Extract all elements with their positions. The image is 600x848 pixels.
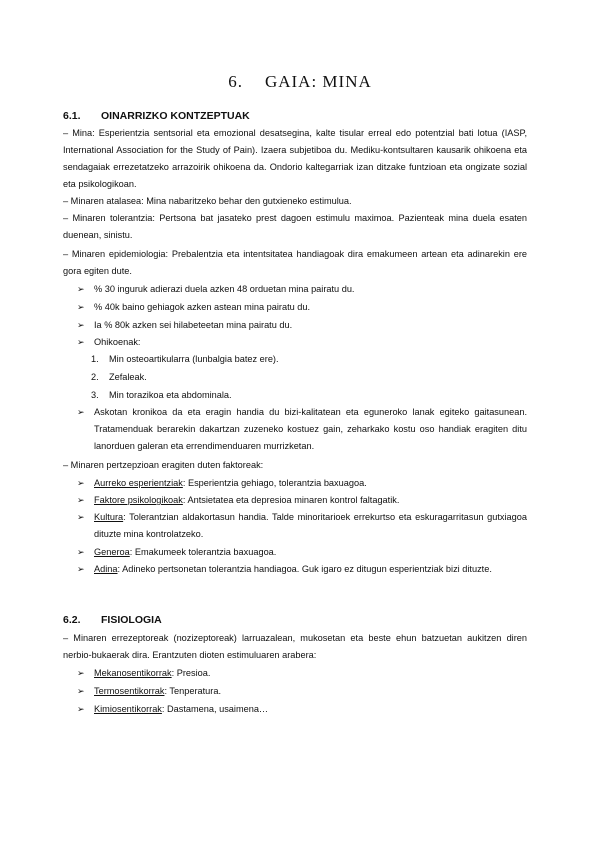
term-text: : Esperientzia gehiago, tolerantzia baxuagoa. bbox=[182, 478, 367, 488]
term-text: : Dastamena, usaimena… bbox=[161, 704, 269, 714]
arrow-bullet-icon: ➢ bbox=[77, 564, 85, 574]
arrow-bullet-icon: ➢ bbox=[77, 302, 85, 312]
list-item bbox=[77, 509, 93, 526]
chapter-title bbox=[0, 72, 600, 92]
list-item bbox=[77, 334, 93, 351]
item-number: 3. bbox=[91, 390, 99, 400]
list-item bbox=[77, 281, 93, 298]
numbered-item bbox=[91, 351, 279, 368]
list-item-text: Ia % 80k azken sei hilabeteetan mina pairatu du. bbox=[94, 320, 293, 330]
section-heading-6-1 bbox=[63, 110, 250, 122]
item-number: 1. bbox=[91, 354, 99, 364]
list-item-text bbox=[94, 509, 527, 543]
paragraph-atalasea: – Minaren atalasea: Mina nabaritzeko behar den gutxieneko estimulua. bbox=[63, 196, 352, 206]
term-label: Mekanosentikorrak bbox=[94, 668, 172, 678]
arrow-bullet-icon: ➢ bbox=[77, 337, 85, 347]
term-label: Faktore psikologikoak bbox=[94, 495, 183, 505]
section-number: 6.1. bbox=[63, 110, 81, 122]
paragraph-epidemiologia: – Minaren epidemiologia: Prebalentzia eta intentsitatea handiagoak dira emakumeen artean eta adinarekin ere gora egiten dute. bbox=[63, 249, 527, 276]
list-item bbox=[77, 683, 93, 700]
term-text: : Tolerantzian aldakortasun handia. Talde minoritarioek errekurtso eta eskuragarritasun gutxiagoa dituzte mina kontrolatzeko. bbox=[94, 512, 527, 539]
paragraph-tolerantzia: – Minaren tolerantzia: Pertsona bat jasateko prest dagoen estimulu maximoa. Pazienteak mina duela esaten duenean, sinistu. bbox=[63, 213, 527, 240]
list-item-text bbox=[94, 665, 527, 682]
list-item-text bbox=[94, 544, 527, 561]
paragraph-fisiologia: – Minaren errezeptoreak (nozizeptoreak) larruazalean, mukosetan eta beste ehun batzuetan aukitzen diren nerbio-bukaerak dira. Erantzuten dioten estimuluaren arabera: bbox=[63, 633, 527, 660]
list-item-text bbox=[94, 475, 527, 492]
list-item-text: Ohikoenak: bbox=[94, 337, 141, 347]
list-item-text bbox=[94, 683, 527, 700]
arrow-bullet-icon: ➢ bbox=[77, 495, 85, 505]
chapter-number: 6. bbox=[228, 72, 243, 91]
term-label: Generoa bbox=[94, 547, 130, 557]
section-title: OINARRIZKO KONTZEPTUAK bbox=[101, 110, 250, 122]
paragraph-mina: – Mina: Esperientzia sentsorial eta emozional desatsegina, kalte tisular erreal edo potentzial bati lotua (IASP, International Association for the Study of Pain). Izaera subjetiboa du. Mediku-kontsultaren kausarik ohikoena eta sendagaiak errezetatzeko arrazoirik ohikoena da. Ondorio kaltegarriak izan ditzake funtzioan eta ongizate sozial eta psikologikoan. bbox=[63, 128, 527, 189]
list-item bbox=[77, 317, 93, 334]
item-text: Min torazikoa eta abdominala. bbox=[109, 390, 232, 400]
numbered-item bbox=[91, 369, 147, 386]
list-item-text bbox=[94, 701, 527, 718]
arrow-bullet-icon: ➢ bbox=[77, 478, 85, 488]
list-item-text: % 30 inguruk adierazi duela azken 48 orduetan mina pairatu du. bbox=[94, 284, 355, 294]
list-item bbox=[77, 492, 93, 509]
list-item bbox=[77, 665, 93, 682]
arrow-bullet-icon: ➢ bbox=[77, 704, 85, 714]
term-text: : Antsietatea eta depresioa minaren kontrol faltagatik. bbox=[182, 495, 400, 505]
item-number: 2. bbox=[91, 372, 99, 382]
section-heading-6-2 bbox=[63, 614, 162, 626]
term-text: : Adineko pertsonetan tolerantzia handiagoa. Guk igaro ez ditugun esperientziak bizi dituzte. bbox=[117, 564, 492, 574]
section-number: 6.2. bbox=[63, 614, 81, 626]
item-text: Zefaleak. bbox=[109, 372, 147, 382]
arrow-bullet-icon: ➢ bbox=[77, 547, 85, 557]
item-text: Min osteoartikularra (lunbalgia batez ere). bbox=[109, 354, 279, 364]
arrow-bullet-icon: ➢ bbox=[77, 512, 85, 522]
term-label: Termosentikorrak bbox=[94, 686, 165, 696]
term-label: Kimiosentikorrak bbox=[94, 704, 162, 714]
list-item bbox=[77, 544, 93, 561]
list-item-text bbox=[94, 561, 527, 578]
arrow-bullet-icon: ➢ bbox=[77, 686, 85, 696]
arrow-bullet-icon: ➢ bbox=[77, 320, 85, 330]
term-label: Aurreko esperientziak bbox=[94, 478, 183, 488]
list-item-text: Askotan kronikoa da eta eragin handia du bizi-kalitatean eta eguneroko lanak egiteko gaitasunean. Tratamenduak berarekin dakartzan zuzeneko kostuez gain, zeharkako kostu oso handiak eragiten ditu lanorduen galeran eta errendimenduaren murrizketan. bbox=[94, 407, 527, 451]
list-item-text: % 40k baino gehiagok azken astean mina pairatu du. bbox=[94, 302, 311, 312]
list-item-text bbox=[94, 492, 527, 509]
list-item bbox=[77, 701, 93, 718]
term-text: : Emakumeek tolerantzia baxuagoa. bbox=[129, 547, 277, 557]
paragraph-faktoreak: – Minaren pertzepzioan eragiten duten faktoreak: bbox=[63, 460, 264, 470]
term-text: : Presioa. bbox=[171, 668, 211, 678]
section-title: FISIOLOGIA bbox=[101, 614, 162, 626]
term-label: Kultura bbox=[94, 512, 124, 522]
list-item bbox=[77, 404, 93, 421]
chapter-title-text: GAIA: MINA bbox=[264, 72, 372, 91]
term-label: Adina bbox=[94, 564, 118, 574]
arrow-bullet-icon: ➢ bbox=[77, 668, 85, 678]
arrow-bullet-icon: ➢ bbox=[77, 407, 85, 417]
numbered-item bbox=[91, 387, 232, 404]
list-item bbox=[77, 475, 93, 492]
arrow-bullet-icon: ➢ bbox=[77, 284, 85, 294]
term-text: : Tenperatura. bbox=[164, 686, 221, 696]
list-item bbox=[77, 299, 93, 316]
list-item bbox=[77, 561, 93, 578]
